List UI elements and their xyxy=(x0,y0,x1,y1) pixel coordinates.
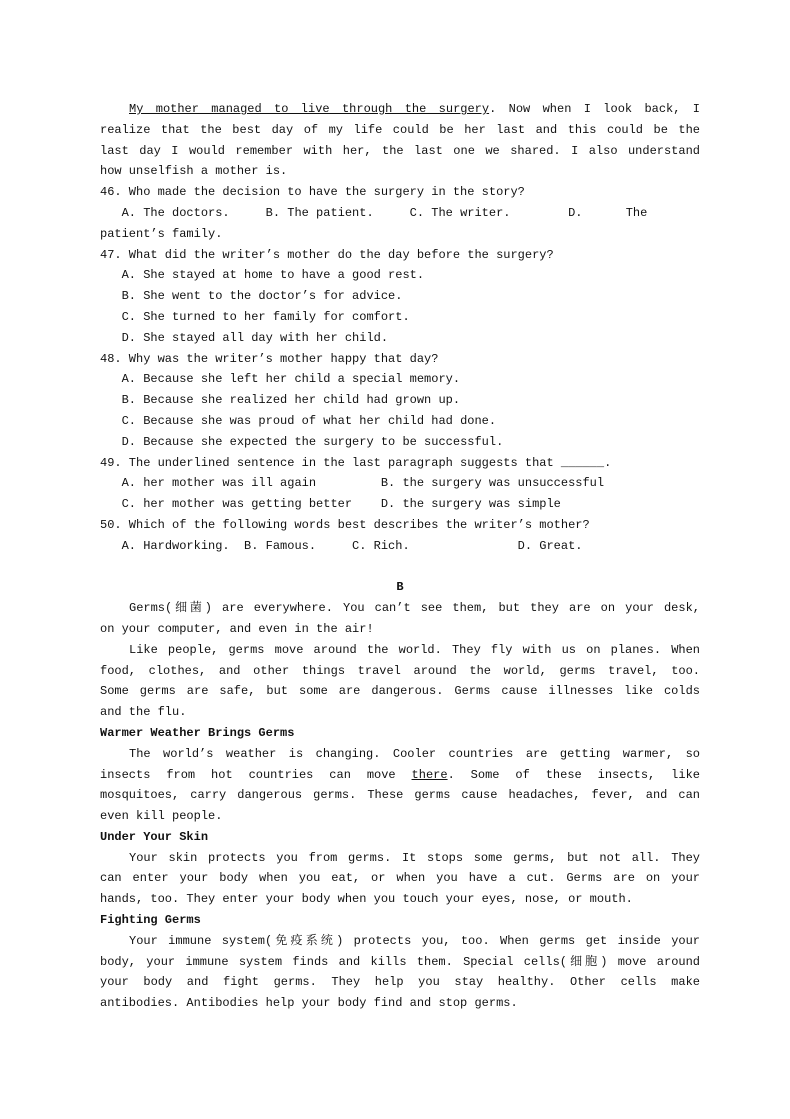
text-line xyxy=(100,640,700,661)
text-line xyxy=(100,598,700,619)
text-line xyxy=(100,661,700,682)
text-segment: The world’s weather is changing. Cooler countries are getting warmer, so xyxy=(129,746,700,761)
section-heading xyxy=(100,910,700,931)
text-segment: even kill people. xyxy=(100,809,223,824)
text-line xyxy=(100,328,700,349)
text-segment: A. her mother was ill again B. the surgery was unsuccessful xyxy=(100,476,605,491)
text-line xyxy=(100,931,700,952)
text-line xyxy=(100,224,700,245)
text-segment: Fighting Germs xyxy=(100,913,201,928)
text-segment: D. She stayed all day with her child. xyxy=(100,330,389,345)
text-line xyxy=(100,99,700,120)
text-line xyxy=(100,265,700,286)
text-line xyxy=(100,972,700,993)
text-segment xyxy=(100,560,107,574)
text-line xyxy=(100,993,700,1014)
text-line xyxy=(100,182,700,203)
text-segment: . Some of these insects, like xyxy=(447,767,700,782)
text-segment: last day I would remember with her, the last one we shared. I also understand xyxy=(100,143,700,158)
text-segment: realize that the best day of my life could be her last and this could be the xyxy=(100,122,700,137)
text-segment: can enter your body when you eat, or when you have a cut. Germs are on your xyxy=(100,871,700,886)
text-line xyxy=(100,390,700,411)
text-line xyxy=(100,515,700,536)
text-segment: Your immune system(免疫系统) protects you, too. When germs get inside your xyxy=(129,933,700,948)
text-line xyxy=(100,952,700,973)
text-line xyxy=(100,349,700,370)
text-line xyxy=(100,848,700,869)
text-segment: B. She went to the doctor’s for advice. xyxy=(100,289,403,304)
text-segment: B. Because she realized her child had grown up. xyxy=(100,393,461,408)
section-heading xyxy=(100,827,700,848)
text-segment: Like people, germs move around the world. They fly with us on planes. When xyxy=(129,642,700,657)
text-line xyxy=(100,120,700,141)
text-line xyxy=(100,785,700,806)
text-line xyxy=(100,889,700,910)
text-segment: antibodies. Antibodies help your body find and stop germs. xyxy=(100,996,518,1011)
text-line xyxy=(100,161,700,182)
text-segment: your body and fight germs. They help you stay healthy. Other cells make xyxy=(100,975,700,990)
text-line xyxy=(100,411,700,432)
text-segment: C. She turned to her family for comfort. xyxy=(100,309,410,324)
text-segment: patient’s family. xyxy=(100,226,223,241)
text-segment: C. Because she was proud of what her child had done. xyxy=(100,413,497,428)
text-line xyxy=(100,369,700,390)
text-segment: A. The doctors. B. The patient. C. The writer. D. The xyxy=(100,205,648,220)
text-segment: C. her mother was getting better D. the surgery was simple xyxy=(100,497,561,512)
text-segment: hands, too. They enter your body when you touch your eyes, nose, or mouth. xyxy=(100,892,633,907)
text-segment: A. Hardworking. B. Famous. C. Rich. D. Great. xyxy=(100,538,583,553)
text-line xyxy=(100,286,700,307)
text-segment: A. She stayed at home to have a good rest. xyxy=(100,268,425,283)
section-heading xyxy=(100,723,700,744)
text-line xyxy=(100,141,700,162)
text-segment: A. Because she left her child a special memory. xyxy=(100,372,461,387)
text-segment: food, clothes, and other things travel around the world, germs travel, too. xyxy=(100,663,700,678)
text-segment: D. Because she expected the surgery to be successful. xyxy=(100,434,504,449)
text-line xyxy=(100,744,700,765)
text-line xyxy=(100,806,700,827)
text-segment: Some germs are safe, but some are dangerous. Germs cause illnesses like colds xyxy=(100,684,700,699)
text-line xyxy=(100,473,700,494)
text-segment: . Now when I look back, I xyxy=(489,102,701,116)
text-segment: B xyxy=(396,580,404,595)
document-body xyxy=(100,99,700,1014)
text-segment: and the flu. xyxy=(100,705,187,720)
text-line xyxy=(100,203,700,224)
underlined-text: there xyxy=(411,767,448,782)
text-line xyxy=(100,536,700,557)
section-heading xyxy=(100,577,700,598)
text-line xyxy=(100,557,700,578)
text-segment: insects from hot countries can move xyxy=(100,767,412,782)
text-segment: 49. The underlined sentence in the last paragraph suggests that ______. xyxy=(100,455,612,470)
text-segment: on your computer, and even in the air! xyxy=(100,621,374,636)
text-segment: 48. Why was the writer’s mother happy that day? xyxy=(100,351,439,366)
text-line xyxy=(100,307,700,328)
text-segment: Warmer Weather Brings Germs xyxy=(100,725,295,740)
text-segment: how unselfish a mother is. xyxy=(100,164,288,179)
text-line xyxy=(100,432,700,453)
text-segment: 47. What did the writer’s mother do the day before the surgery? xyxy=(100,247,554,262)
text-segment: Your skin protects you from germs. It stops some germs, but not all. They xyxy=(129,850,700,865)
text-segment: 50. Which of the following words best describes the writer’s mother? xyxy=(100,517,590,532)
text-segment: Under Your Skin xyxy=(100,829,209,844)
text-line xyxy=(100,619,700,640)
text-line xyxy=(100,765,700,786)
text-line xyxy=(100,681,700,702)
text-segment: mosquitoes, carry dangerous germs. These germs cause headaches, fever, and can xyxy=(100,788,700,803)
text-line xyxy=(100,868,700,889)
underlined-text: My mother managed to live through the surgery xyxy=(129,102,490,116)
text-line xyxy=(100,494,700,515)
text-line xyxy=(100,453,700,474)
text-segment: body, your immune system finds and kills them. Special cells(细胞) move around xyxy=(100,954,700,969)
text-segment: 46. Who made the decision to have the surgery in the story? xyxy=(100,185,525,200)
text-segment: Germs(细菌) are everywhere. You can’t see them, but they are on your desk, xyxy=(129,601,700,616)
text-line xyxy=(100,245,700,266)
text-line xyxy=(100,702,700,723)
